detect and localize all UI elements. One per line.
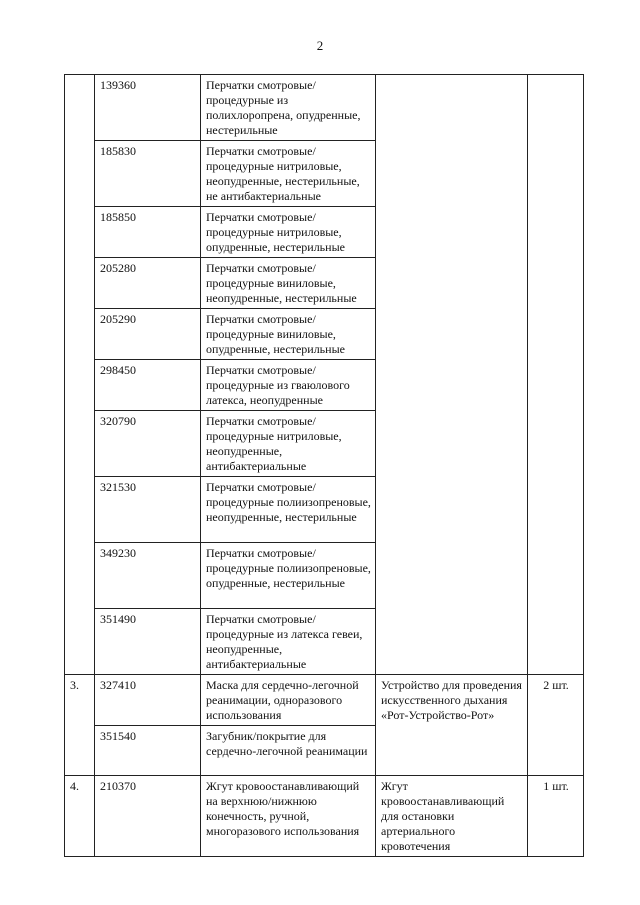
product-name: Перчатки смотровые/ процедурные нитриловые, неопудренные, нестерильные, не антибактериальные (201, 141, 376, 207)
item-number: 3. (65, 675, 95, 776)
product-code: 185850 (95, 207, 201, 258)
product-name: Перчатки смотровые/ процедурные виниловые, неопудренные, нестерильные (201, 258, 376, 309)
page-number: 2 (316, 38, 324, 53)
quantity: 1 шт. (528, 776, 584, 857)
product-name: Перчатки смотровые/ процедурные из полихлоропрена, опудренные, нестерильные (201, 75, 376, 141)
product-code: 185830 (95, 141, 201, 207)
product-code: 205280 (95, 258, 201, 309)
product-name: Загубник/покрытие для сердечно-легочной реанимации (201, 726, 376, 776)
product-code: 320790 (95, 411, 201, 477)
product-code: 351490 (95, 609, 201, 675)
product-name: Перчатки смотровые/ процедурные полиизопреновые, неопудренные, нестерильные (201, 477, 376, 543)
product-name: Перчатки смотровые/ процедурные нитриловые, опудренные, нестерильные (201, 207, 376, 258)
device-name: Устройство для проведения искусственного дыхания «Рот-Устройство-Рот» (376, 675, 528, 776)
product-name: Маска для сердечно-легочной реанимации, одноразового использования (201, 675, 376, 726)
product-code: 298450 (95, 360, 201, 411)
item-number: 4. (65, 776, 95, 857)
device-name: Жгут кровоостанавливающий для остановки артериального кровотечения (376, 776, 528, 857)
quantity: 2 шт. (528, 675, 584, 776)
table-row (65, 75, 584, 141)
product-name: Перчатки смотровые/ процедурные из гваюлового латекса, неопудренные (201, 360, 376, 411)
product-code: 321530 (95, 477, 201, 543)
medical-items-table (64, 74, 584, 857)
device-cell (376, 75, 528, 675)
quantity-cell (528, 75, 584, 675)
item-number-cell (65, 75, 95, 675)
product-name: Перчатки смотровые/ процедурные из латекса гевеи, неопудренные, антибактериальные (201, 609, 376, 675)
product-name: Перчатки смотровые/ процедурные виниловые, опудренные, нестерильные (201, 309, 376, 360)
product-code: 139360 (95, 75, 201, 141)
product-code: 205290 (95, 309, 201, 360)
product-code: 210370 (95, 776, 201, 857)
product-name: Перчатки смотровые/ процедурные полиизопреновые, опудренные, нестерильные (201, 543, 376, 609)
product-code: 351540 (95, 726, 201, 776)
table-row (65, 776, 584, 857)
table-row (65, 675, 584, 726)
product-code: 327410 (95, 675, 201, 726)
product-code: 349230 (95, 543, 201, 609)
product-name: Жгут кровоостанавливающий на верхнюю/нижнюю конечность, ручной, многоразового использования (201, 776, 376, 857)
product-name: Перчатки смотровые/ процедурные нитриловые, неопудренные, антибактериальные (201, 411, 376, 477)
